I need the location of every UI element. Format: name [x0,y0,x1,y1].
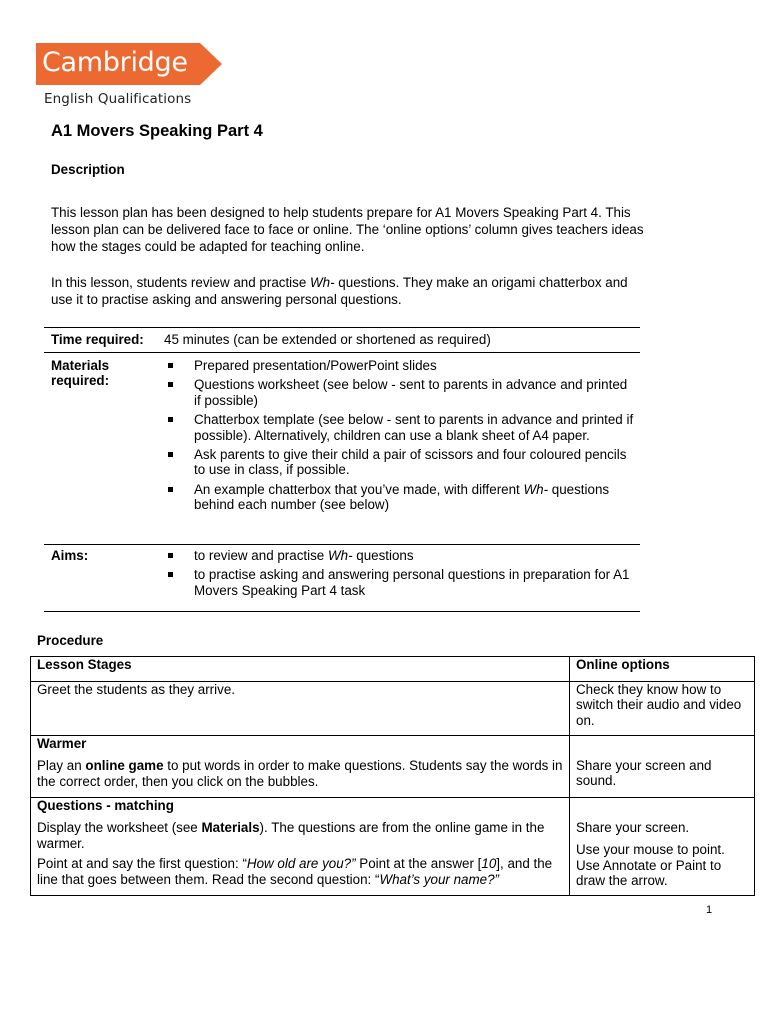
text-span: to put words in order to make questions. Students say the words in the correct order, then you click on the bubbles. [37,758,563,789]
text-line: how the stages could be adapted for teaching online. [51,239,365,254]
text-span: questions. They make an origami chatterbox and [334,275,628,290]
procedure-table [30,656,755,896]
description-paragraph-2 [51,275,691,309]
header-lesson-stages: Lesson Stages [31,657,570,682]
warmer-text [37,758,569,789]
list-item: to practise asking and answering personal questions in preparation for A1 Movers Speaking Part 4 task [164,567,634,598]
qm-title: Questions - matching [37,798,174,813]
text-line: lesson plan can be delivered face to face or online. The ‘online options’ column gives teachers ideas [51,222,644,237]
list-item [164,548,634,563]
italic-span: What’s your name?” [379,871,500,887]
label-line: Materials [51,358,110,373]
warmer-online-cell [570,736,755,798]
text-span: to review and practise [194,548,328,563]
italic-span: Wh- [327,548,353,563]
description-heading: Description [51,162,125,177]
label-line: required: [51,373,110,389]
aims-label: Aims: [51,548,89,563]
warmer-title: Warmer [37,736,87,751]
bold-span: online game [85,758,164,774]
time-row [44,328,640,353]
list-item: Ask parents to give their child a pair of scissors and four coloured pencils to use in class, if possible. [164,447,634,478]
table-row [31,682,755,736]
warmer-cell [31,736,570,798]
aims-list [164,548,634,598]
qm-online-cell [570,798,755,896]
logo-subtitle: English Qualifications [44,91,192,107]
list-item: Questions worksheet (see below - sent to parents in advance and printed if possible) [164,377,634,408]
description-paragraph-1 [51,205,691,256]
qm-online-text-2: Use your mouse to point. Use Annotate or Paint to draw the arrow. [576,842,725,889]
aims-row [44,545,640,611]
table-row [31,798,755,896]
text-span: In this lesson, students review and practise [51,275,311,290]
bold-span: Materials [201,820,260,836]
qm-paragraph-1 [37,820,569,851]
info-table [44,327,640,612]
text-span: Point at the answer [ [355,856,482,872]
qm-online-text-1: Share your screen. [576,820,690,835]
procedure-heading: Procedure [37,633,104,648]
time-value: 45 minutes (can be extended or shortened as required) [164,332,491,347]
text-span: ], and the line that goes between them. Read the second question: “ [37,856,553,887]
text-span: questions behind each number (see below) [194,481,610,513]
text-line: use it to practise asking and answering personal questions. [51,292,402,307]
text-span: ). The questions are from the online game in the warmer. [37,820,545,851]
italic-span: Wh- [310,275,335,290]
list-item [164,482,634,513]
materials-label [44,358,164,544]
greet-online-cell: Check they know how to switch their audio and video on. [570,682,755,736]
table-row [31,657,755,682]
text-line: This lesson plan has been designed to help students prepare for A1 Movers Speaking Part 4. This [51,205,631,220]
qm-paragraph-2 [37,856,569,887]
text-span: Display the worksheet (see [37,820,202,836]
text-span: Point at and say the first question: “ [37,856,247,872]
text-span: An example chatterbox that you’ve made, with different [194,481,524,497]
header-online-options: Online options [570,657,755,682]
materials-list [164,358,634,513]
greet-cell: Greet the students as they arrive. [31,682,570,736]
page-title: A1 Movers Speaking Part 4 [51,122,263,140]
page-number: 1 [706,904,713,916]
table-row [31,736,755,798]
cambridge-logo [36,43,222,85]
list-item: Prepared presentation/PowerPoint slides [164,358,634,373]
text-span: questions [352,548,414,563]
materials-row [44,353,640,545]
warmer-online-text: Share your screen and sound. [576,758,712,789]
logo-wordmark: Cambridge [42,47,188,78]
italic-span: How old are you?” [246,856,356,872]
list-item: Chatterbox template (see below - sent to parents in advance and printed if possible). Alternatively, children can use a blank sheet of A4 paper. [164,412,634,443]
questions-matching-cell [31,798,570,896]
time-label: Time required: [51,332,144,347]
text-span: Play an [37,758,86,774]
italic-span: 10 [481,856,497,872]
italic-span: Wh- [523,481,549,497]
